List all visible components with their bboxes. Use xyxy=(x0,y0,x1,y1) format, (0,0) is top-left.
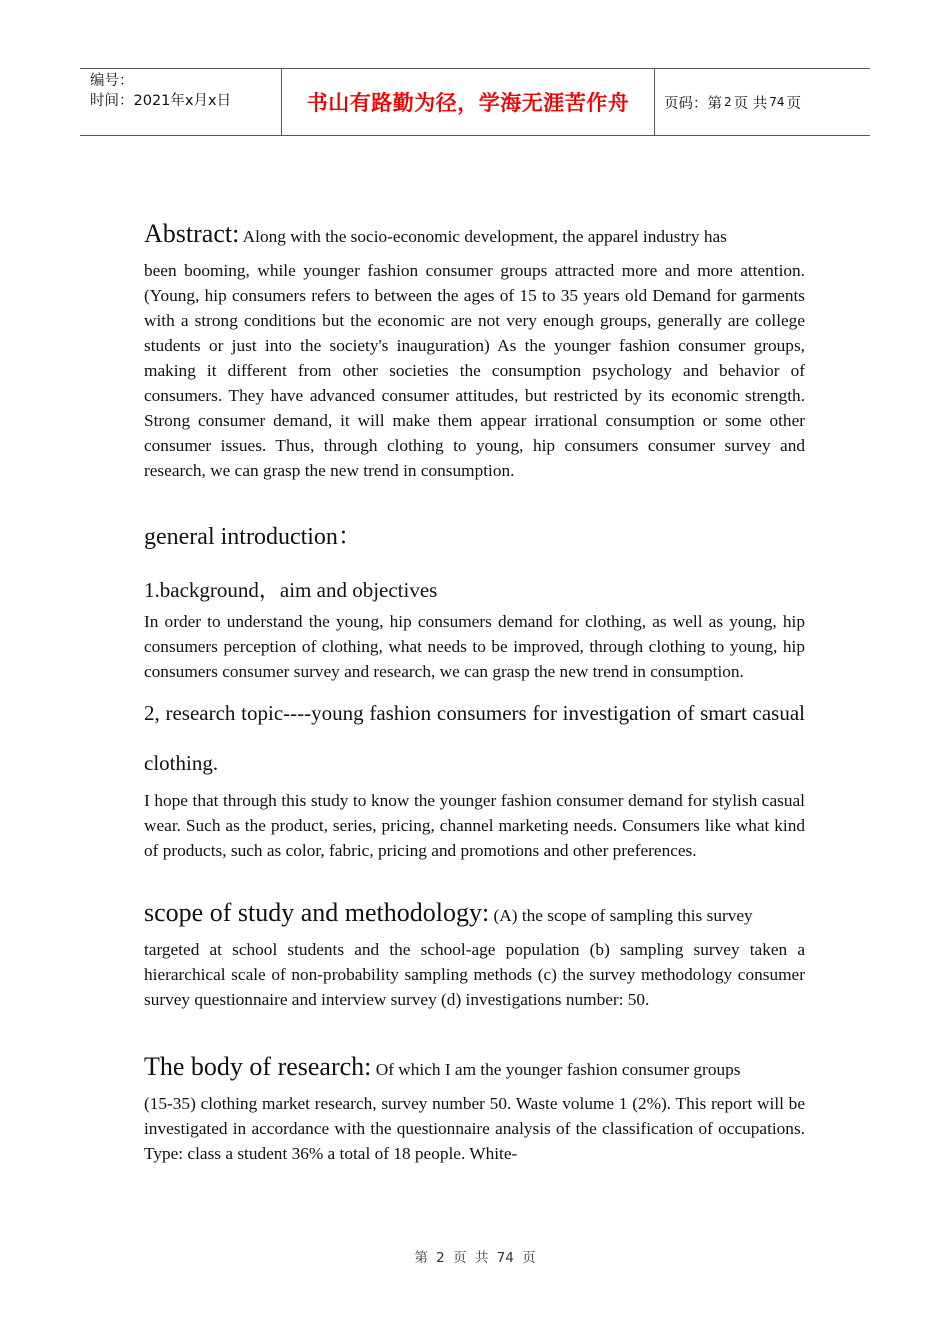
abstract-first-line xyxy=(144,212,805,258)
research-topic-heading: 2, research topic----young fashion consumers for investigation of smart casual clothing. xyxy=(144,701,805,775)
page-total: 74 xyxy=(769,95,785,109)
page-current: 2 xyxy=(724,95,732,109)
abstract-paragraph: been booming, while younger fashion consumer groups attracted more and more attention. (Young, hip consumers refers to between the ages of 15 to 35 years old Demand for garments with a strong conditions but the economic are not very enough groups, generally are college students or just into the society's inauguration) As the younger fashion consumer groups, making it different from other societies the consumption psychology and behavior of consumers. They have advanced consumer attitudes, but restricted by its economic strength. Strong consumer demand, it will make them appear irrational consumption or some other consumer issues. Thus, through clothing to young, hip consumers consumer survey and research, we can grasp the new trend in consumption. xyxy=(144,261,805,480)
page-suffix: 页 xyxy=(786,95,802,112)
scope-heading: scope of study and methodology: xyxy=(144,898,490,927)
body-paragraph: (15-35) clothing market research, survey number 50. Waste volume 1 (2%). This report will be investigated in accordance with the questionnaire analysis of the classification of occupations. Type: class a student 36% a total of 18 people. White- xyxy=(144,1094,805,1163)
document-body xyxy=(144,212,805,1166)
page-mid: 页 共 xyxy=(733,95,768,112)
document-date: 时间：2021年x月x日 xyxy=(90,93,232,109)
page-prefix: 页码：第 xyxy=(664,95,722,112)
abstract-heading: Abstract: xyxy=(144,219,240,248)
body-heading: The body of research: xyxy=(144,1052,372,1081)
body-first-line xyxy=(144,1045,805,1091)
research-topic-paragraph: I hope that through this study to know the younger fashion consumer demand for stylish casual wear. Such as the product, series, pricing, channel marketing needs. Consumers like what kind of products, such as color, fabric, pricing and promotions and other preferences. xyxy=(144,791,805,860)
page-header xyxy=(80,68,870,136)
background-paragraph: In order to understand the young, hip consumers demand for clothing, as well as young, hip consumers perception of clothing, what needs to be improved, through clothing to young, hip consumers consumer survey and research, we can grasp the new trend in consumption. xyxy=(144,612,805,681)
body-opening: Of which I am the younger fashion consumer groups xyxy=(371,1060,741,1079)
scope-first-line xyxy=(144,891,805,937)
header-page-indicator xyxy=(655,69,870,135)
background-heading: 1.background，aim and objectives xyxy=(144,578,438,602)
scope-opening: (A) the scope of sampling this survey xyxy=(489,906,753,925)
abstract-opening: Along with the socio-economic development, the apparel industry has xyxy=(239,227,727,246)
intro-heading: general introduction： xyxy=(144,524,362,550)
header-meta xyxy=(80,69,282,135)
scope-paragraph: targeted at school students and the school-age population (b) sampling survey taken a hierarchical scale of non-probability sampling methods (c) the survey methodology consumer survey questionnaire and interview survey (d) investigations number: 50. xyxy=(144,940,805,1009)
document-number-label: 编号： xyxy=(90,73,134,89)
header-motto: 书山有路勤为径，学海无涯苦作舟 xyxy=(282,69,655,135)
page-footer: 第 2 页 共 74 页 xyxy=(414,1250,536,1266)
